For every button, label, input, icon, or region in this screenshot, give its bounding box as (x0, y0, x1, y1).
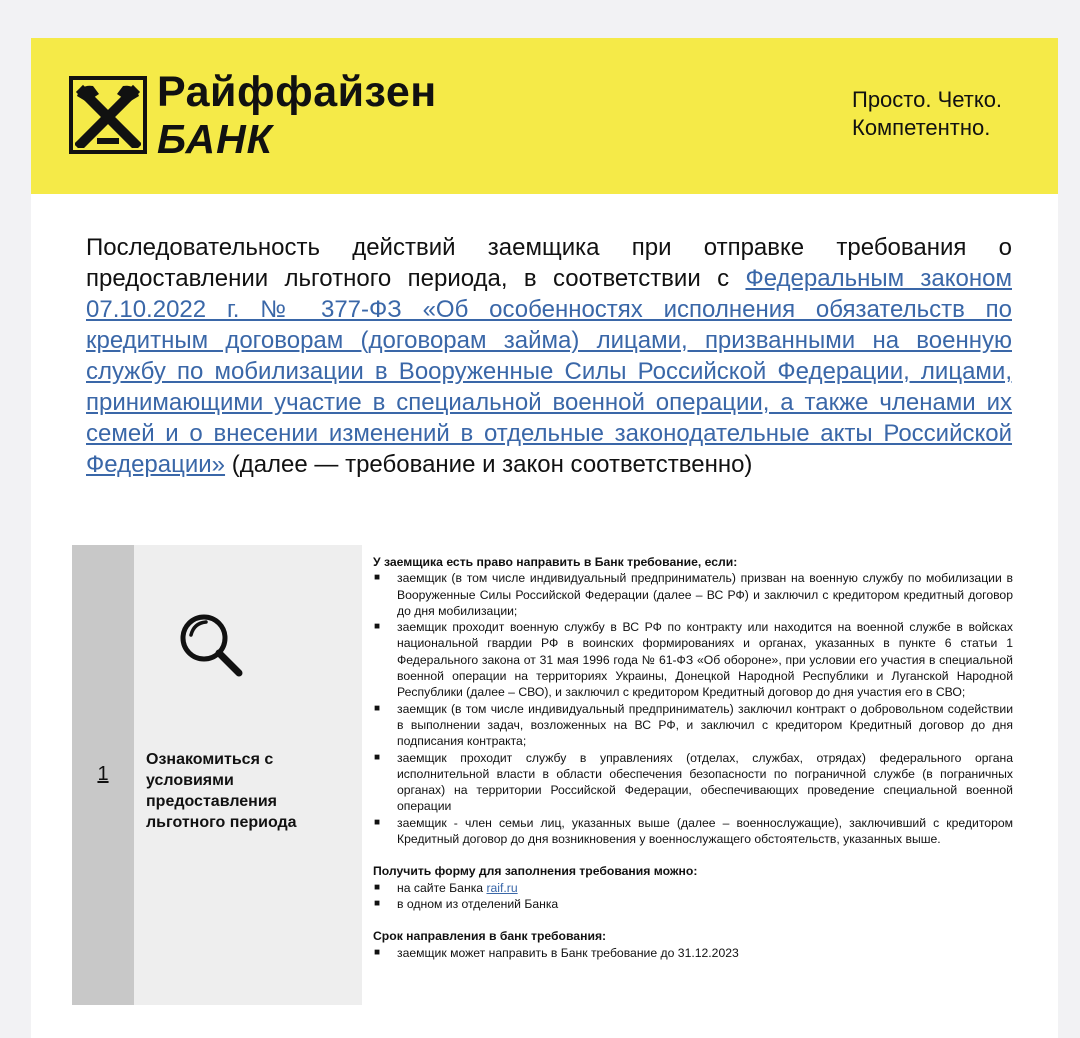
list-item-text: заемщик (в том числе индивидуальный предприниматель) призван на военную службу по мобилизации в Вооруженные Силы Российской Федерации (далее – ВС РФ) и заключил с кредитором кредитный договор до дня мобилизации; (397, 571, 1013, 618)
step-row (72, 545, 362, 1005)
bullet-icon: ■ (374, 881, 381, 893)
step-number: 1 (97, 763, 109, 785)
brand-name: Райффайзен (157, 68, 437, 116)
spacer (373, 912, 1013, 928)
list-item-text: на сайте Банка (397, 880, 487, 895)
deadline-list (373, 945, 1013, 961)
intro-paragraph (86, 232, 1012, 480)
list-item (373, 945, 1013, 961)
list-item (373, 570, 1013, 619)
step-number-column (72, 545, 134, 1005)
form-list (373, 880, 1013, 913)
list-item-text: заемщик проходит службу в управлениях (отделах, службах, отрядах) федерального органа исполнительной власти в области обеспечения безопасности по пограничной службе (в пограничных органах) на территории Российской Федерации, обеспечивающих проведение специальной военной операции (397, 750, 1013, 814)
bullet-icon: ■ (374, 946, 381, 958)
bullet-icon: ■ (374, 621, 381, 633)
raif-site-link[interactable]: raif.ru (486, 880, 518, 895)
list-item (373, 750, 1013, 815)
list-item-text: заемщик (в том числе индивидуальный предприниматель) заключил контракт о добровольном содействии в выполнении задач, возложенных на ВС РФ, и заключил с кредитором Кредитный договор до дня подписания контракта; (397, 701, 1013, 749)
rights-list (373, 570, 1013, 847)
brand-subname: БАНК (157, 116, 273, 162)
slogan-line: Компетентно. (852, 115, 991, 140)
federal-law-link[interactable]: Федеральным законом 07.10.2022 г. № 377-ФЗ «Об особенностях исполнения обязательств по кредитным договорам (договорам займа) лицами, призванными на военную службу по мобилизации в Вооруженные Силы Российской Федерации, лицами, принимающими участие в специальной военной операции, а также членами их семей и о внесении изменений в отдельные законодательные акты Российской Федерации» (86, 265, 1012, 478)
bullet-icon: ■ (374, 751, 381, 763)
list-item-text: заемщик - член семьи лиц, указанных выше (далее – военнослужащие), заключивший с кредитором Кредитный договор до дня возникновения у военнослужащего обстоятельств, указанных выше. (397, 815, 1013, 847)
raiffeisen-logo-icon (69, 76, 147, 154)
intro-text: Последовательность действий заемщика при отправке требования о предоставлении льготного периода, в соответствии с (86, 234, 1012, 292)
document-page (31, 38, 1058, 1038)
slogan-line: Просто. Четко. (852, 87, 1003, 112)
list-item (373, 701, 1013, 750)
list-item (373, 815, 1013, 848)
bank-header (31, 38, 1058, 194)
list-item-text: заемщик проходит военную службу в ВС РФ по контракту или находится на военной службе в войсках национальной гвардии РФ в воинских формированиях и органах, указанных в пункте 6 статьи 1 Федерального закона от 31 мая 1996 года № 61-ФЗ «Об обороне», при условии его участия в специальной военной операции на территориях Украины, Донецкой Народной Республики и Луганской Народной Республики (далее – СВО), и заключил с кредитором Кредитный договор до дня участия его в СВО; (397, 620, 1013, 700)
deadline-heading: Срок направления в банк требования: (373, 929, 607, 944)
bullet-icon: ■ (374, 572, 381, 584)
list-item-text: в одном из отделений Банка (397, 896, 559, 911)
bullet-icon: ■ (374, 897, 381, 909)
bullet-icon: ■ (374, 816, 381, 828)
rights-heading: У заемщика есть право направить в Банк требование, если: (373, 555, 738, 569)
list-item (373, 896, 1013, 912)
list-item (373, 619, 1013, 700)
slogan (852, 86, 1042, 142)
list-item-text: заемщик может направить в Банк требование до 31.12.2023 (397, 945, 739, 960)
step-title-column (134, 545, 362, 1005)
step-title: Ознакомиться с условиями предоставления льготного периода (146, 751, 297, 831)
intro-text-after: (далее — требование и закон соответственно) (225, 451, 753, 478)
step-details (373, 554, 1013, 961)
spacer (373, 847, 1013, 863)
form-heading: Получить форму для заполнения требования можно: (373, 864, 698, 879)
list-item (373, 880, 1013, 896)
search-icon (176, 611, 246, 684)
bullet-icon: ■ (374, 702, 381, 714)
